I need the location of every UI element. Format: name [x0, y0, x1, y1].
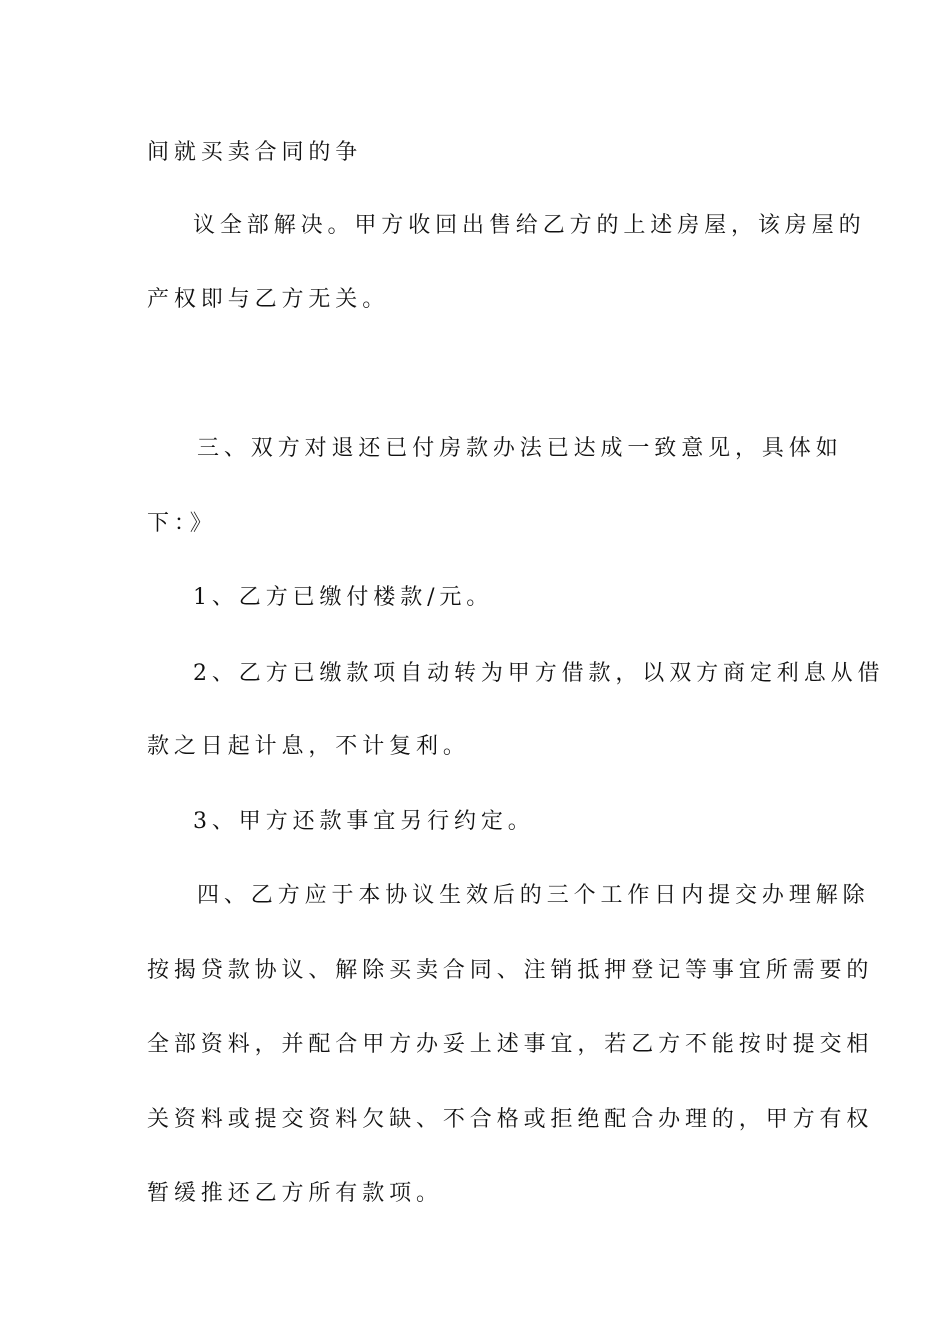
text-line: 款之日起计息，不计复利。 [147, 734, 470, 759]
section-heading: 四、乙方应于本协议生效后的三个工作日内提交办理解除 [197, 883, 870, 908]
section-heading: 三、双方对退还已付房款办法已达成一致意见，具体如 [197, 436, 843, 461]
text-line: 全部资料，并配合甲方办妥上述事宜，若乙方不能按时提交相 [147, 1032, 874, 1057]
list-item: 3、甲方还款事宜另行约定。 [193, 809, 535, 834]
text-line: 产权即与乙方无关。 [147, 287, 390, 312]
text-line: 按揭贷款协议、解除买卖合同、注销抵押登记等事宜所需要的 [147, 958, 874, 983]
text-line: 关资料或提交资料欠缺、不合格或拒绝配合办理的，甲方有权 [147, 1107, 874, 1132]
list-item: 1、乙方已缴付楼款/元。 [193, 585, 494, 610]
text-line: 间就买卖合同的争 [147, 140, 363, 165]
text-line: 议全部解决。甲方收回出售给乙方的上述房屋，该房屋的 [193, 213, 866, 238]
text-line: 暂缓推还乙方所有款项。 [147, 1181, 443, 1206]
list-item: 2、乙方已缴款项自动转为甲方借款，以双方商定利息从借 [193, 661, 885, 686]
text-line: 下：》 [147, 511, 217, 536]
